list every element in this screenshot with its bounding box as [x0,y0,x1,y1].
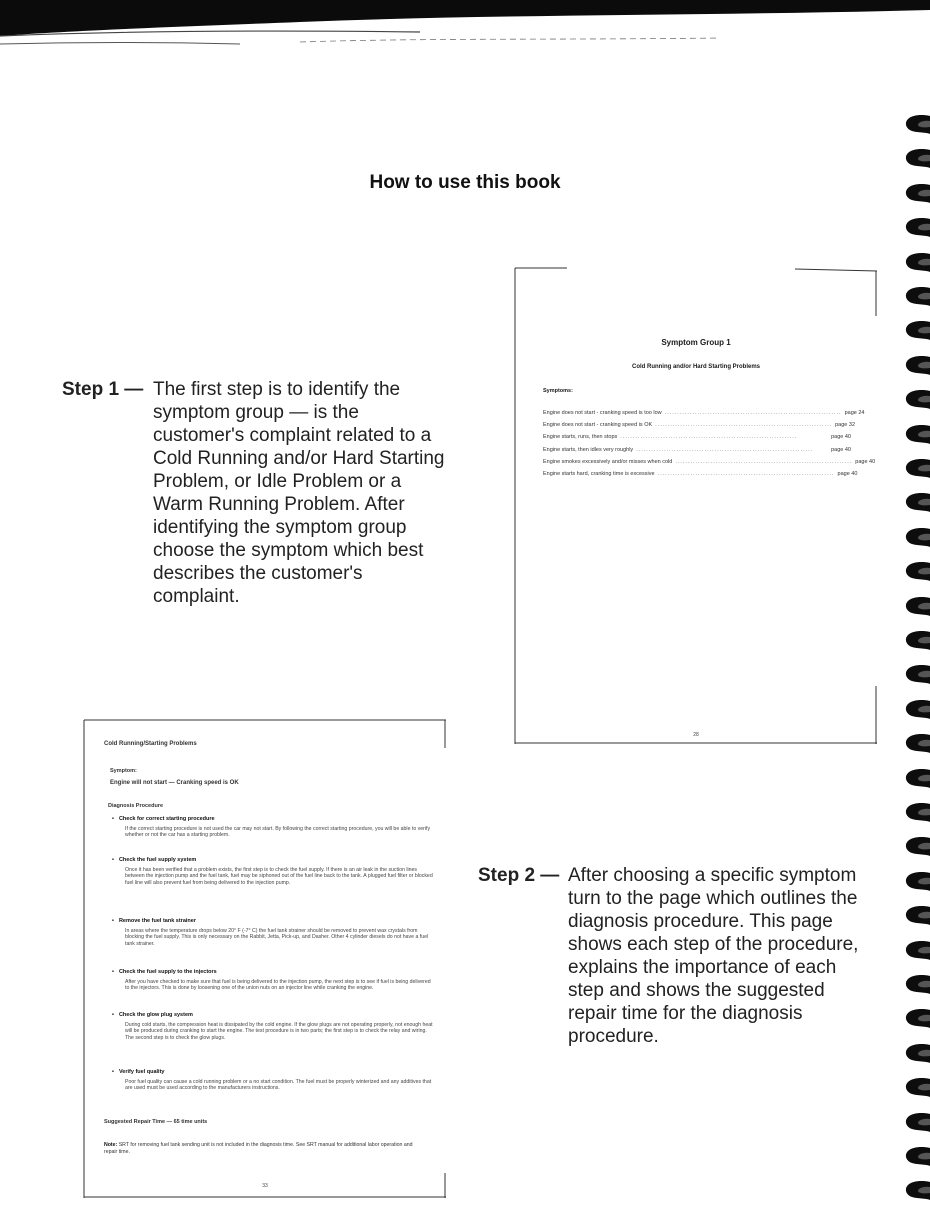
binding-ring [900,525,930,551]
binding-ring [900,1178,930,1204]
diagnosis-procedure-label: Diagnosis Procedure [108,803,164,809]
binding-ring [900,731,930,757]
binding-ring [900,662,930,688]
spiral-binding [896,108,930,1208]
binding-ring [900,938,930,964]
symptom-group-subtitle: Cold Running and/or Hard Starting Problems [631,364,760,370]
binding-ring [900,250,930,276]
binding-ring [900,903,930,929]
symptom-row: Engine smokes excessively and/or misses when cold ...................................................................... page 40 [543,458,876,465]
binding-ring [900,972,930,998]
binding-ring [900,1006,930,1032]
symptom-row: Engine does not start - cranking speed is OK ...................................................................... page 32 [543,422,856,429]
binding-ring [900,490,930,516]
procedure-page-number: 33 [262,1183,268,1189]
suggested-repair-time: Suggested Repair Time — 65 time units [104,1119,208,1125]
step-2-text: After choosing a specific symptom turn to the page which outlines the diagnosis procedure. This page shows each step of the procedure, explains the importance of each step and shows the suggested repair time for the diagnosis procedure. [568,865,859,1047]
procedure-page-image [84,718,446,1198]
procedure-note: Note: SRT for removing fuel tank sending unit is not included in the diagnosis time. See SRT manual for additional labor operation and repair time. [104,1142,413,1155]
binding-ring [900,766,930,792]
procedure-item: • Check the fuel supply system Once it has been verified that a problem exists, the first step is to check the fuel supply. If there is an air leak in the suction lines between the injection pump and the fuel tank, fuel may be siphoned out of the fuel line back to the tank. A plugged fuel filter or blocked fuel line will also prevent fuel from being delivered to the injection pump. [112,857,434,886]
binding-ring [900,422,930,448]
step-1 [62,378,462,618]
symptom-page-number: 28 [693,732,699,738]
procedure-item: • Check for correct starting procedure If the correct starting procedure is not used the car may not start. By following the correct starting procedure, you will be able to verify whether or not the car has a starting problem. [112,816,434,839]
scan-top-edge [0,0,930,40]
binding-ring [900,559,930,585]
step-2 [478,864,878,1074]
step-1-text: The first step is to identify the symptom group — is the customer's complaint related to a Cold Running and/or Hard Starting Problem, or Idle Problem or a Warm Running Problem. After identifying the symptom group choose the symptom which best describes the customer's complaint. [153,379,445,607]
binding-ring [900,1110,930,1136]
page-title: How to use this book [369,172,561,193]
procedure-item: • Check the fuel supply to the injectors After you have checked to make sure that fuel is being delivered to the injection pump, the next step is to see if fuel is being delivered to the injectors. This is done by loosening one of the union nuts on an injector line while cranking the engine. [112,969,434,992]
step-1-label: Step 1 — [62,379,144,400]
symptom-group-title: Symptom Group 1 [661,338,731,347]
binding-ring [900,869,930,895]
symptom-row: Engine does not start - cranking speed is too low ...................................................................... page 24 [543,410,865,416]
binding-ring [900,387,930,413]
binding-ring [900,146,930,172]
procedure-item: • Remove the fuel tank strainer In areas where the temperature drops below 20° F (-7° C) the fuel tank strainer should be removed to prevent wax crystals from blocking the fuel supply. This is only necessary on the Rabbit, Jetta, Pick-up, and Dasher. Other 4 cylinder diesels do not have a fuel tank strainer. [112,918,434,947]
binding-ring [900,456,930,482]
binding-ring [900,697,930,723]
binding-ring [900,318,930,344]
binding-ring [900,1144,930,1170]
procedure-symptom-label: Symptom: [110,768,137,774]
binding-ring [900,215,930,241]
binding-ring [900,1041,930,1067]
procedure-header: Cold Running/Starting Problems [104,741,197,747]
binding-ring [900,628,930,654]
binding-ring [900,834,930,860]
binding-ring [900,112,930,138]
binding-ring [900,284,930,310]
symptom-row: Engine starts, runs, then stops ...................................................................... page 40 [543,434,851,441]
binding-ring [900,594,930,620]
binding-ring [900,1075,930,1101]
procedure-item: • Verify fuel quality Poor fuel quality can cause a cold running problem or a no start condition. The fuel must be properly winterized and any additives that are used must be used according to the manufacturers instructions. [112,1069,434,1092]
binding-ring [900,800,930,826]
symptom-row: Engine starts hard, cranking time is excessive ...................................................................... page 40 [543,470,858,477]
symptoms-label: Symptoms: [543,388,573,394]
procedure-symptom-text: Engine will not start — Cranking speed is OK [110,780,239,786]
symptom-row: Engine starts, then idles very roughly ...................................................................... page 40 [543,446,851,453]
procedure-item: • Check the glow plug system During cold starts, the compression heat is dissipated by the cold engine. If the glow plugs are not operating properly, not enough heat will be produced during cranking to start the engine. The test procedure is in two parts; the first step is to check the relay and wiring. The second step is to check the glow plugs. [112,1012,434,1041]
symptom-group-page-image [515,266,877,744]
binding-ring [900,353,930,379]
procedure-page-frame [84,718,446,1198]
symptom-list [543,407,876,480]
step-2-label: Step 2 — [478,865,560,886]
